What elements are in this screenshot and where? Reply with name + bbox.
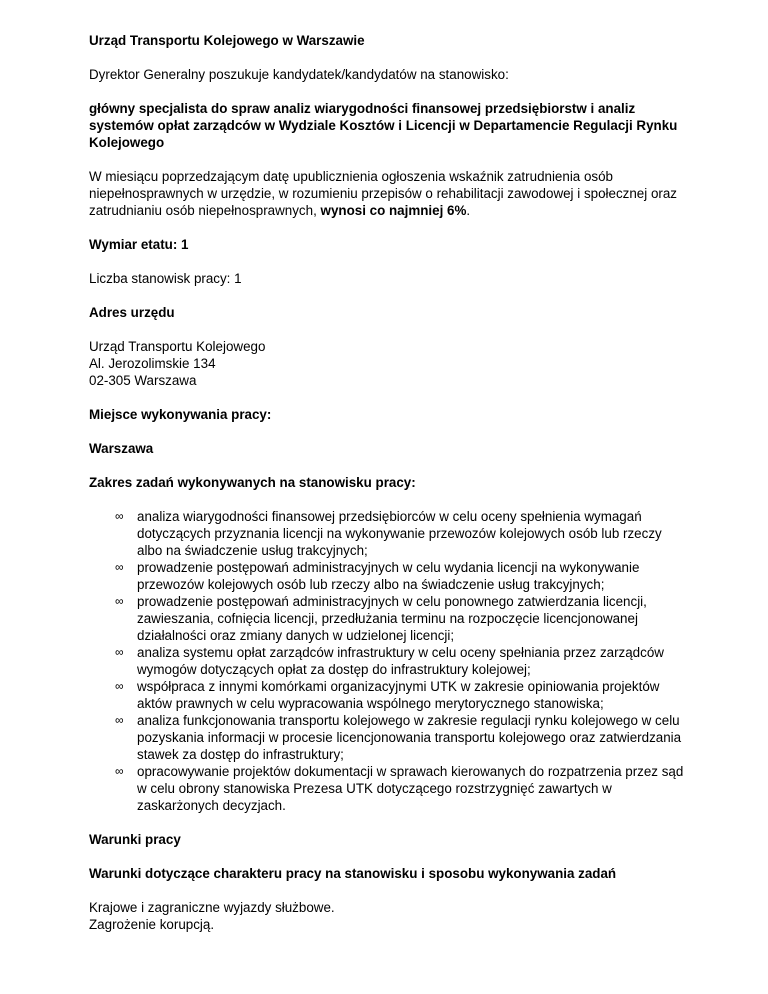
address-line: Al. Jerozolimskie 134	[89, 356, 216, 371]
job-size: Wymiar etatu: 1	[89, 237, 189, 252]
workplace-heading: Miejsce wykonywania pracy:	[89, 407, 272, 422]
employment-rate-end: .	[466, 203, 471, 218]
employment-rate-paragraph	[89, 168, 689, 219]
task-item	[89, 593, 689, 644]
infinity-bullet-icon: ∞	[115, 509, 124, 523]
task-text: analiza funkcjonowania transportu kolejowego w zakresie regulacji rynku kolejowego w celu pozyskania informacji w procesie licencjonowania transportu kolejowego oraz zatwierdzania stawek za dostęp do infrastruktury;	[137, 713, 682, 762]
infinity-bullet-icon: ∞	[115, 560, 124, 574]
task-item	[89, 559, 689, 593]
infinity-bullet-icon: ∞	[115, 594, 124, 608]
infinity-bullet-icon: ∞	[115, 764, 124, 778]
address-line: Urząd Transportu Kolejowego	[89, 339, 266, 354]
task-text: prowadzenie postępowań administracyjnych w celu wydania licencji na wykonywanie przewozów kolejowych osób lub rzeczy albo na świadczenie usług trakcyjnych;	[137, 560, 640, 592]
task-item	[89, 508, 689, 559]
task-item	[89, 644, 689, 678]
conditions-subheading: Warunki dotyczące charakteru pracy na stanowisku i sposobu wykonywania zadań	[89, 866, 617, 881]
intro-text: Dyrektor Generalny poszukuje kandydatek/kandydatów na stanowisko:	[89, 67, 509, 82]
positions-count: Liczba stanowisk pracy: 1	[89, 271, 242, 286]
task-text: współpraca z innymi komórkami organizacyjnymi UTK w zakresie opiniowania projektów aktów prawnych w celu wypracowania wspólnego merytorycznego stanowiska;	[137, 679, 660, 711]
task-text: opracowywanie projektów dokumentacji w sprawach kierowanych do rozpatrzenia przez sąd w celu obrony stanowiska Prezesa UTK dotyczącego rozstrzygnięć zawartych w zaskarżonych decyzjach.	[137, 764, 684, 813]
address-heading: Adres urzędu	[89, 305, 175, 320]
tasks-list	[89, 508, 689, 814]
office-name: Urząd Transportu Kolejowego w Warszawie	[89, 33, 365, 48]
conditions-block	[89, 899, 689, 933]
task-item	[89, 712, 689, 763]
conditions-heading: Warunki pracy	[89, 832, 181, 847]
position-title: główny specjalista do spraw analiz wiarygodności finansowej przedsiębiorstw i analiz systemów opłat zarządców w Wydziale Kosztów i Licencji w Departamencie Regulacji Rynku Kolejowego	[89, 101, 678, 150]
address-block	[89, 338, 689, 389]
address-line: 02-305 Warszawa	[89, 373, 197, 388]
workplace-value: Warszawa	[89, 441, 154, 456]
condition-line: Krajowe i zagraniczne wyjazdy służbowe.	[89, 900, 335, 915]
condition-line: Zagrożenie korupcją.	[89, 917, 215, 932]
employment-rate-text: W miesiącu poprzedzającym datę upublicznienia ogłoszenia wskaźnik zatrudnienia osób niepełnosprawnych w urzędzie, w rozumieniu przepisów o rehabilitacji zawodowej i społecznej oraz zatrudnianiu osób niepełnosprawnych,	[89, 169, 677, 218]
job-announcement	[89, 32, 689, 933]
task-item	[89, 763, 689, 814]
tasks-heading: Zakres zadań wykonywanych na stanowisku pracy:	[89, 475, 416, 490]
employment-rate-emphasis: wynosi co najmniej 6%	[320, 203, 467, 218]
task-text: analiza wiarygodności finansowej przedsiębiorców w celu oceny spełnienia wymagań dotyczących przyznania licencji na wykonywanie przewozów kolejowych osób lub rzeczy albo na świadczenie usług trakcyjnych;	[137, 509, 662, 558]
task-text: prowadzenie postępowań administracyjnych w celu ponownego zatwierdzania licencji, zawieszania, cofnięcia licencji, przedłużania terminu na rozpoczęcie licencjonowanej działalności oraz zmiany danych w udzielonej licencji;	[137, 594, 647, 643]
task-item	[89, 678, 689, 712]
infinity-bullet-icon: ∞	[115, 679, 124, 693]
infinity-bullet-icon: ∞	[115, 713, 124, 727]
task-text: analiza systemu opłat zarządców infrastruktury w celu oceny spełniania przez zarządców wymogów dotyczących opłat za dostęp do infrastruktury kolejowej;	[137, 645, 664, 677]
infinity-bullet-icon: ∞	[115, 645, 124, 659]
